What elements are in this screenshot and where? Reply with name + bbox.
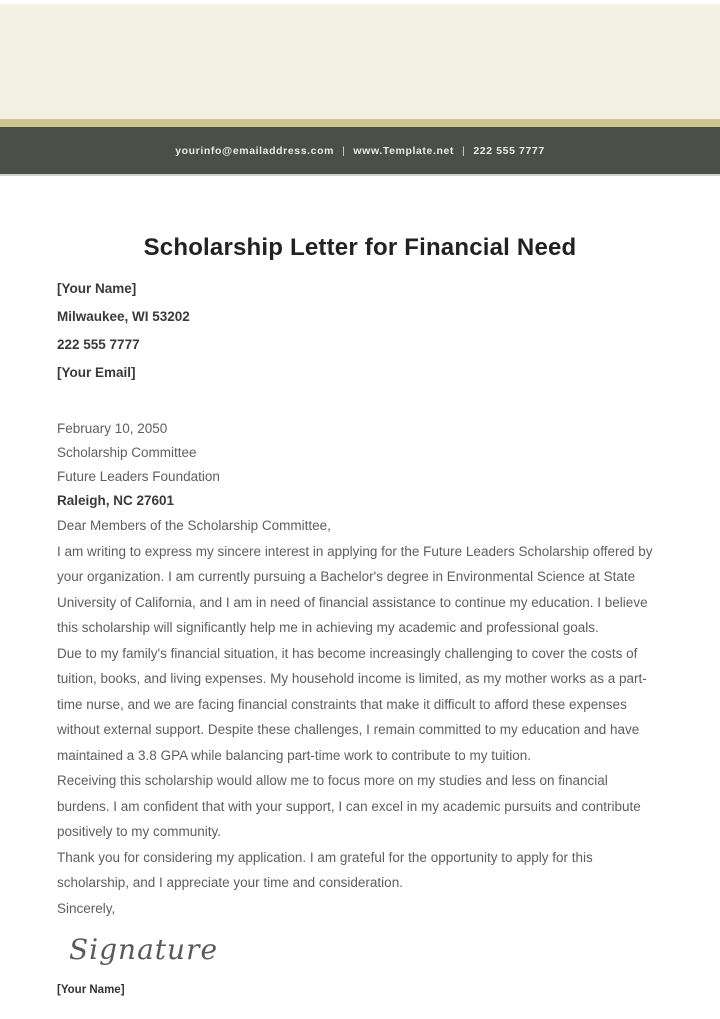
sender-email: [Your Email] <box>57 365 136 380</box>
contact-phone: 222 555 7777 <box>473 144 545 157</box>
letter-title: Scholarship Letter for Financial Need <box>143 234 577 261</box>
recipient-city: Raleigh, NC 27601 <box>57 493 175 508</box>
signature-name: [Your Name] <box>57 984 125 996</box>
recipient-organization: Future Leaders Foundation <box>57 469 220 484</box>
header-tan-stripe <box>0 119 720 127</box>
sender-city: Milwaukee, WI 53202 <box>57 309 190 324</box>
recipient-committee: Scholarship Committee <box>57 445 197 460</box>
paragraph-2: Due to my family's financial situation, it has become increasingly challenging to cover the costs of tuition, books, and living expenses. My household income is limited, as my mother works as a part-time nurse, and we are facing financial constraints that make it difficult to afford these expenses without external support. Despite these challenges, I remain committed to my education and have maintained a 3.8 GPA while balancing part-time work to contribute to my tuition. <box>57 645 647 763</box>
contact-separator: | <box>462 144 466 157</box>
paragraph-4: Thank you for considering my application. I am grateful for the opportunity to apply for this scholarship, and I appreciate your time and consideration. <box>57 849 593 890</box>
sender-phone: 222 555 7777 <box>57 337 140 352</box>
header-cream-band <box>0 4 720 119</box>
contact-separator: | <box>342 144 346 157</box>
letter-body <box>57 513 663 921</box>
paragraph-1: I am writing to express my sincere interest in applying for the Future Leaders Scholarship offered by your organization. I am currently pursuing a Bachelor's degree in Environmental Science at State University of California, and I am in need of financial assistance to continue my education. I believe this scholarship will significantly help me in achieving my academic and professional goals. <box>57 543 653 635</box>
recipient-block <box>57 417 663 513</box>
closing: Sincerely, <box>57 900 116 916</box>
sender-block <box>57 275 663 387</box>
contact-email: yourinfo@emailaddress.com <box>175 144 335 157</box>
letter-date: February 10, 2050 <box>57 421 168 436</box>
sender-name: [Your Name] <box>57 281 137 296</box>
salutation: Dear Members of the Scholarship Committee, <box>57 518 331 533</box>
paragraph-3: Receiving this scholarship would allow me to focus more on my studies and less on financial burdens. I am confident that with your support, I can excel in my academic pursuits and contribute positively to my community. <box>57 773 641 839</box>
contact-website: www.Template.net <box>353 144 455 157</box>
letter-content <box>0 234 720 996</box>
signature-script: Signature <box>69 933 219 966</box>
contact-bar-text <box>175 145 545 157</box>
header-contact-bar <box>0 127 720 176</box>
